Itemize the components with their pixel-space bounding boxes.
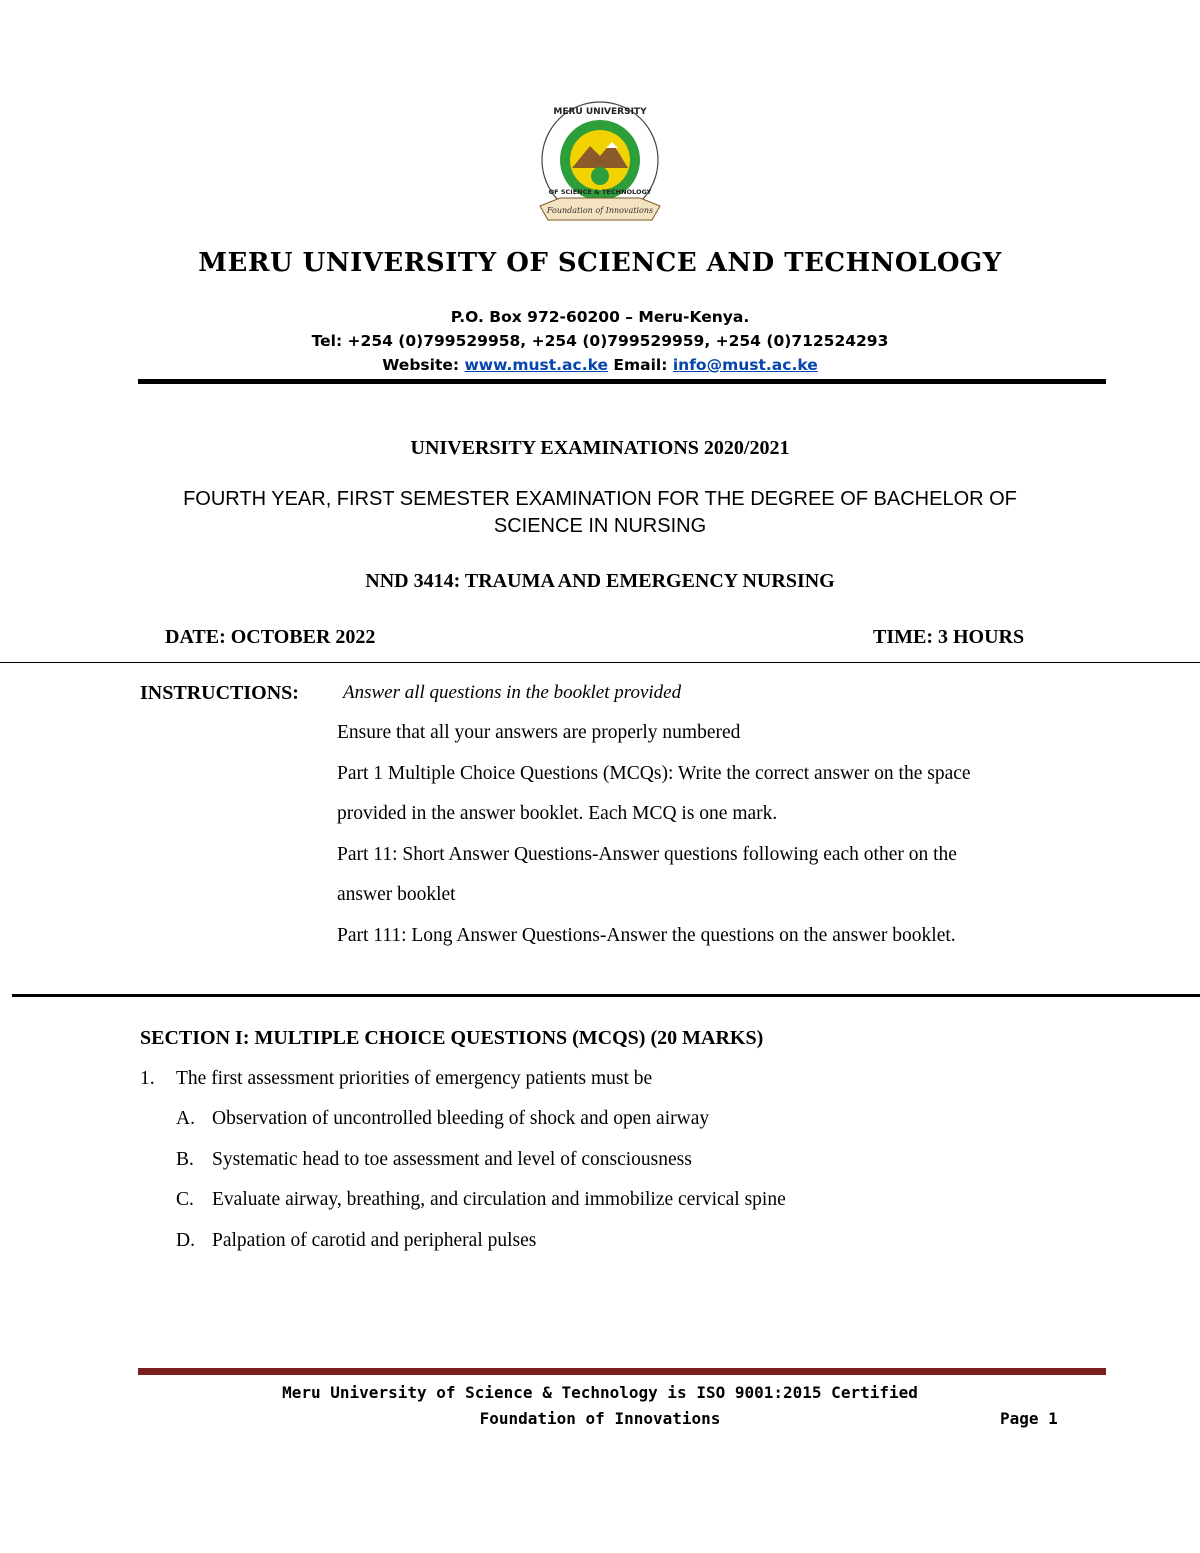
degree-line-1: FOURTH YEAR, FIRST SEMESTER EXAMINATION FOR THE DEGREE OF BACHELOR OF xyxy=(183,488,1017,510)
option-text: Palpation of carotid and peripheral pulses xyxy=(212,1230,537,1251)
svg-text:OF SCIENCE & TECHNOLOGY: OF SCIENCE & TECHNOLOGY xyxy=(548,188,652,196)
po-box: P.O. Box 972-60200 – Meru-Kenya. xyxy=(450,308,750,326)
option-text: Systematic head to toe assessment and level of consciousness xyxy=(212,1149,692,1170)
instruction-line: Ensure that all your answers are properly numbered xyxy=(337,722,741,743)
course-title: NND 3414: TRAUMA AND EMERGENCY NURSING xyxy=(365,570,835,592)
contact-line xyxy=(0,356,1200,374)
footer-divider xyxy=(138,1368,1106,1375)
option-letter: B. xyxy=(176,1149,194,1170)
section-divider xyxy=(12,994,1200,997)
instruction-line: answer booklet xyxy=(337,884,456,905)
option-letter: C. xyxy=(176,1189,194,1210)
instruction-line: Part 1 Multiple Choice Questions (MCQs): Write the correct answer on the space xyxy=(337,763,971,784)
option-text: Evaluate airway, breathing, and circulation and immobilize cervical spine xyxy=(212,1189,786,1210)
email-link[interactable]: info@must.ac.ke xyxy=(672,356,818,374)
university-logo xyxy=(520,98,680,236)
degree-line-2: SCIENCE IN NURSING xyxy=(493,515,707,537)
university-name: MERU UNIVERSITY OF SCIENCE AND TECHNOLOGY xyxy=(198,248,1002,278)
option-letter: D. xyxy=(176,1230,195,1251)
website-label: Website: xyxy=(382,356,460,374)
instruction-line: Part 111: Long Answer Questions-Answer the questions on the answer booklet. xyxy=(337,925,956,946)
page-number: Page 1 xyxy=(1000,1409,1058,1428)
instructions-label: INSTRUCTIONS: xyxy=(140,682,299,704)
exam-time: TIME: 3 HOURS xyxy=(873,626,1025,648)
website-link[interactable]: www.must.ac.ke xyxy=(464,356,608,374)
section-title: SECTION I: MULTIPLE CHOICE QUESTIONS (MCQS) (20 MARKS) xyxy=(140,1027,764,1049)
option-letter: A. xyxy=(176,1108,195,1129)
header-divider xyxy=(138,379,1106,384)
footer-iso-statement: Meru University of Science & Technology is ISO 9001:2015 Certified xyxy=(282,1383,918,1402)
exam-title: UNIVERSITY EXAMINATIONS 2020/2021 xyxy=(410,437,790,459)
degree-description xyxy=(0,486,1200,540)
footer-foundation: Foundation of Innovations xyxy=(479,1409,721,1428)
option-text: Observation of uncontrolled bleeding of shock and open airway xyxy=(212,1108,710,1129)
question-text: The first assessment priorities of emergency patients must be xyxy=(176,1068,653,1089)
instructions-divider xyxy=(0,662,1200,663)
svg-text:MERU UNIVERSITY: MERU UNIVERSITY xyxy=(553,107,647,117)
instruction-line: provided in the answer booklet. Each MCQ is one mark. xyxy=(337,803,778,824)
instruction-line: Part 11: Short Answer Questions-Answer questions following each other on the xyxy=(337,844,957,865)
svg-text:Foundation of Innovations: Foundation of Innovations xyxy=(546,206,654,215)
question-number: 1. xyxy=(140,1068,155,1089)
telephone-numbers: Tel: +254 (0)799529958, +254 (0)799529959, +254 (0)712524293 xyxy=(311,332,889,350)
exam-date: DATE: OCTOBER 2022 xyxy=(165,626,376,648)
email-label: Email: xyxy=(613,356,668,374)
instruction-first: Answer all questions in the booklet provided xyxy=(343,682,682,703)
